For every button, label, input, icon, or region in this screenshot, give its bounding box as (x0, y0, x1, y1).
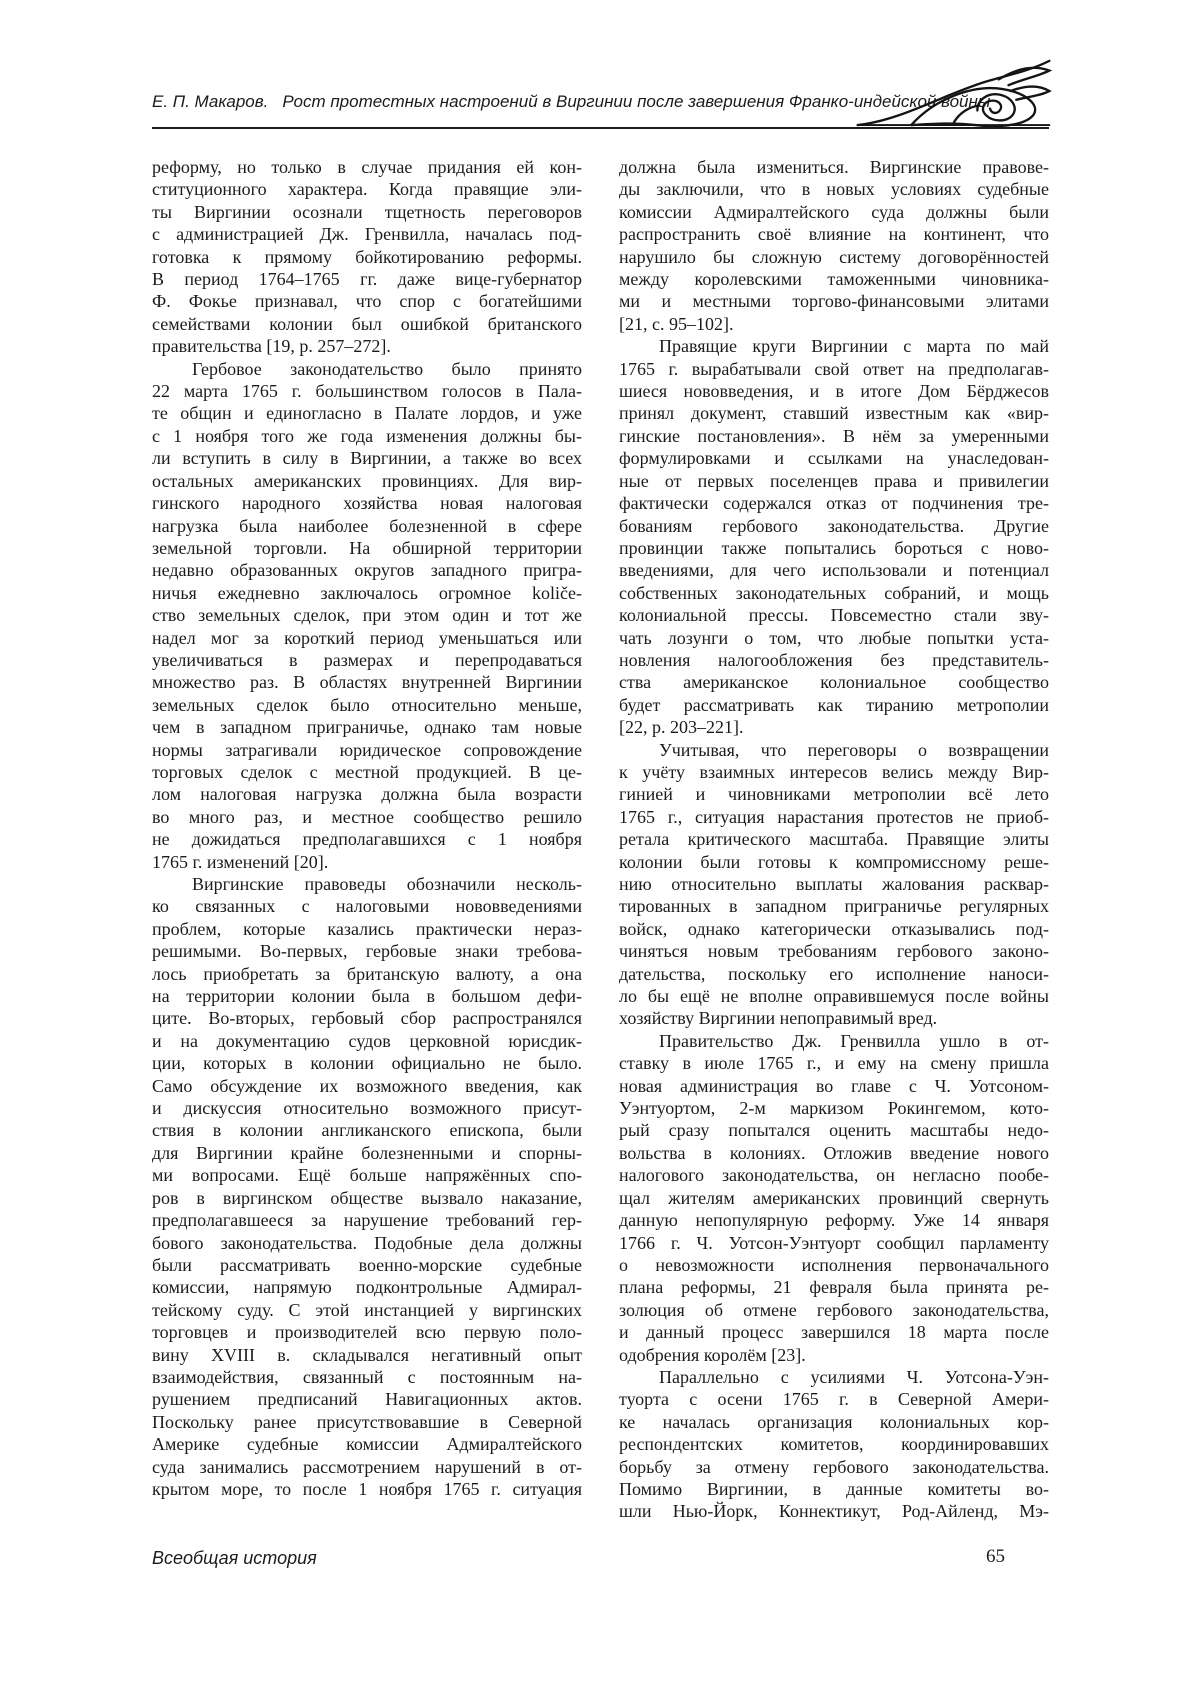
text-line: на территории колонии была в большом дефи- (152, 986, 582, 1007)
text-line: недавно образованных округов западного пригра- (152, 560, 582, 581)
text-line: ствия в колонии англиканского епископа, были (152, 1120, 582, 1141)
text-line: ции, которых в колонии официально не было. (152, 1053, 582, 1074)
text-line: семействами колонии был ошибкой британского (152, 313, 582, 334)
text-line: шли Нью-Йорк, Коннектикут, Род-Айленд, Мэ- (619, 1501, 1049, 1522)
text-line: гинские постановления». В нём за умеренными (619, 425, 1049, 446)
text-line: ды заключили, что в новых условиях судебные (619, 179, 1049, 200)
text-line: бованиям гербового законодательства. Другие (619, 515, 1049, 536)
text-line: провинции также попытались бороться с ново- (619, 537, 1049, 558)
text-line: вольства в колониях. Отложив введение нового (619, 1142, 1049, 1163)
paragraph (152, 156, 582, 358)
text-line: множество раз. В областях внутренней Виргинии (152, 672, 582, 693)
text-line: лом налоговая нагрузка должна была возрасти (152, 784, 582, 805)
text-line: плана реформы, 21 февраля была принята ре- (619, 1277, 1049, 1298)
text-line: торговых сделок с местной продукцией. В це- (152, 761, 582, 782)
text-line: комиссии, напрямую подконтрольные Адмирал- (152, 1277, 582, 1298)
text-line: данную непопулярную реформу. Уже 14 января (619, 1210, 1049, 1231)
text-line: гинией и чиновниками метрополии всё лето (619, 784, 1049, 805)
text-line: собственных законодательных собраний, и мощь (619, 582, 1049, 603)
paragraph (619, 1366, 1049, 1523)
text-line: ко связанных с налоговыми нововведениями (152, 896, 582, 917)
text-line: решимыми. Во-первых, гербовые знаки требова- (152, 941, 582, 962)
text-line: новая администрация во главе с Ч. Уотсоном- (619, 1075, 1049, 1096)
text-line: Америке судебные комиссии Адмиралтейского (152, 1434, 582, 1455)
text-line: Уэнтуортом, 2-м маркизом Рокингемом, кото- (619, 1098, 1049, 1119)
paragraph (619, 739, 1049, 1030)
text-line: нию относительно выплаты жалования расквар- (619, 874, 1049, 894)
text-line: между королевскими таможенными чиновника- (619, 269, 1049, 290)
text-line: предполагавшееся за нарушение требований гер- (152, 1210, 582, 1231)
text-line: нарушило бы сложную систему договорённостей (619, 246, 1049, 267)
text-line: ства американское колониальное сообщество (619, 672, 1049, 693)
text-line: Правящие круги Виргинии с марта по май (659, 336, 1049, 357)
text-line: туорта с осени 1765 г. в Северной Амери- (619, 1389, 1049, 1410)
text-line: вину XVIII в. складывался негативный опыт (152, 1344, 582, 1365)
text-line: с 1 ноября того же года изменения должны бы- (152, 425, 582, 446)
article-body (152, 156, 1049, 1523)
text-line: не дожидаться предполагавшихся с 1 ноября (152, 829, 582, 850)
text-line: торговцев и производителей всю первую поло- (152, 1322, 582, 1343)
text-line: щал жителям американских провинций свернуть (619, 1187, 1049, 1208)
text-line: распространить своё влияние на континент, что (619, 224, 1049, 245)
text-line: ты Виргинии осознали тщетность переговоров (152, 201, 582, 222)
text-line: были рассматривать военно-морские судебные (152, 1254, 582, 1275)
text-line: ло бы ещё не вполне оправившемуся после войны (619, 986, 1049, 1007)
paragraph (152, 873, 582, 1500)
running-head-title: Рост протестных настроений в Виргинии после завершения Франко-индейской войны (282, 92, 991, 111)
text-line: Параллельно с усилиями Ч. Уотсона-Уэн- (659, 1366, 1049, 1387)
paragraph (619, 156, 1049, 335)
paragraph (619, 1030, 1049, 1366)
text-line: ми вопросами. Ещё больше напряжённых спо- (152, 1165, 582, 1186)
text-line: 1765 г., ситуация нарастания протестов не приоб- (619, 806, 1049, 827)
text-line: ство земельных сделок, при этом один и тот же (152, 605, 582, 626)
text-line: введениями, для чего использовали и потенциал (619, 560, 1049, 581)
text-line: формулировками и ссылками на унаследован- (619, 448, 1049, 469)
text-line: ми и местными торгово-финансовыми элитами (619, 291, 1049, 312)
text-line: тейскому суду. С этой инстанцией у виргинских (152, 1299, 582, 1320)
text-line: Само обсуждение их возможного введения, как (152, 1075, 582, 1096)
text-line: рушением предписаний Навигационных актов. (152, 1389, 582, 1410)
text-line: для Виргинии крайне болезненными и спорны- (152, 1142, 582, 1163)
text-line: ставку в июле 1765 г., и ему на смену пришла (619, 1053, 1049, 1074)
text-line: дательства, поскольку его исполнение наноси- (619, 963, 1049, 984)
text-line: и на документацию судов церковной юрисдик- (152, 1030, 582, 1051)
footer-section-title: Всеобщая история (152, 1548, 317, 1568)
text-line: Виргинские правоведы обозначили несколь- (192, 874, 582, 894)
text-line: хозяйству Виргинии непоправимый вред. (619, 1008, 938, 1029)
text-line: борьбу за отмену гербового законодательства. (619, 1456, 1049, 1477)
floral-flourish-icon (856, 56, 1052, 128)
text-line: бового законодательства. Подобные дела должны (152, 1232, 582, 1253)
text-line: проблем, которые казались практически нераз- (152, 918, 582, 939)
text-line: 1765 г. изменений [20]. (152, 851, 329, 872)
text-line: к учёту взаимных интересов велись между Вир- (619, 761, 1049, 782)
text-line: одобрения королём [23]. (619, 1344, 806, 1365)
text-line: колониальной прессы. Повсеместно стали зву- (619, 605, 1049, 626)
text-line: золюция об отмене гербового законодательства, (619, 1299, 1049, 1320)
text-line: В период 1764–1765 гг. даже вице-губернатор (152, 269, 582, 290)
text-line: с администрацией Дж. Гренвилла, началась под- (152, 224, 582, 245)
header-rule (152, 127, 1049, 129)
text-line: 1765 г. вырабатывали свой ответ на предполагав- (619, 358, 1049, 379)
text-line: Поскольку ранее присутствовавшие в Северной (152, 1411, 582, 1432)
text-line: новления налогообложения без представитель- (619, 649, 1049, 670)
text-line: ке началась организация колониальных кор- (619, 1411, 1049, 1432)
text-line: ците. Во-вторых, гербовый сбор распространялся (152, 1008, 582, 1029)
text-line: колонии были готовы к компромиссному реше- (619, 851, 1049, 872)
text-line: остальных американских провинциях. Для вир- (152, 470, 582, 491)
text-line: фактически содержался отказ от подчинения тре- (619, 493, 1049, 514)
text-line: ничья ежедневно заключалось огромное količе- (152, 582, 582, 603)
text-line: респондентских комитетов, координировавших (619, 1434, 1049, 1455)
text-line: надел мог за короткий период уменьшаться или (152, 627, 582, 648)
text-line: реформу, но только в случае придания ей кон- (152, 157, 582, 177)
text-line: налогового законодательства, он негласно пообе- (619, 1165, 1049, 1186)
text-line: земельной торговли. На обширной территории (152, 537, 582, 558)
paragraph (152, 358, 582, 873)
text-line: Помимо Виргинии, в данные комитеты во- (619, 1478, 1049, 1499)
text-line: земельных сделок было относительно меньше, (152, 694, 582, 715)
text-line: чать лозунги о том, что любые попытки уста- (619, 627, 1049, 648)
text-line: ституционного характера. Когда правящие эли- (152, 179, 582, 200)
text-line: принял документ, ставший известным как «вир- (619, 403, 1049, 424)
text-line: ров в виргинском обществе вызвало наказание, (152, 1187, 582, 1208)
column-left (152, 156, 582, 1523)
text-line: рый сразу попытался оценить масштабы недо- (619, 1120, 1049, 1141)
column-right (619, 156, 1049, 1523)
text-line: войск, однако категорически отказывались под- (619, 918, 1049, 939)
text-line: нагрузка была наиболее болезненной в сфере (152, 515, 582, 536)
text-line: чиняться новым требованиям гербового законо- (619, 941, 1049, 962)
text-line: Правительство Дж. Гренвилла ушло в от- (659, 1030, 1049, 1051)
text-line: тированных в западном приграничье регулярных (619, 896, 1049, 917)
text-line: те общин и единогласно в Палате лордов, и уже (152, 403, 582, 424)
text-line: суда занимались рассмотрением нарушений в от- (152, 1456, 582, 1477)
text-line: и дискуссия относительно возможного присут- (152, 1098, 582, 1119)
text-line: о невозможности исполнения первоначального (619, 1254, 1049, 1275)
text-line: будет рассматривать как тиранию метрополии (619, 694, 1049, 715)
text-line: ные от первых поселенцев права и привилегии (619, 470, 1049, 491)
page-number: 65 (986, 1546, 1005, 1567)
text-line: 22 марта 1765 г. большинством голосов в Пала- (152, 381, 582, 402)
text-line: лось приобретать за британскую валюту, а она (152, 963, 582, 984)
text-line: [21, с. 95–102]. (619, 313, 734, 334)
text-line: правительства [19, p. 257–272]. (152, 336, 391, 357)
text-line: [22, p. 203–221]. (619, 717, 744, 738)
text-line: комиссии Адмиралтейского суда должны были (619, 201, 1049, 222)
text-line: увеличиваться в размерах и перепродаваться (152, 649, 582, 670)
text-line: Учитывая, что переговоры о возвращении (659, 739, 1049, 760)
text-line: шиеся нововведения, и в итоге Дом Бёрджесов (619, 381, 1049, 402)
paragraph (619, 335, 1049, 738)
text-line: должна была измениться. Виргинские правове- (619, 157, 1049, 177)
text-line: ли вступить в силу в Виргинии, а также во всех (152, 448, 582, 469)
text-line: во много раз, и местное сообщество решило (152, 806, 582, 827)
text-line: крытом море, то после 1 ноября 1765 г. ситуация (152, 1478, 582, 1499)
text-line: Ф. Фокье признавал, что спор с богатейшими (152, 291, 582, 312)
text-line: взаимодействия, связанный с постоянным на- (152, 1366, 582, 1387)
text-line: гинского народного хозяйства новая налоговая (152, 493, 582, 514)
text-line: и данный процесс завершился 18 марта после (619, 1322, 1049, 1343)
text-line: чем в западном приграничье, однако там новые (152, 717, 582, 738)
text-line: нормы затрагивали юридическое сопровождение (152, 739, 582, 760)
running-head-author: Е. П. Макаров. (152, 92, 269, 111)
text-line: 1766 г. Ч. Уотсон-Уэнтуорт сообщил парламенту (619, 1232, 1049, 1253)
text-line: готовка к прямому бойкотированию реформы. (152, 246, 582, 267)
text-line: Гербовое законодательство было принято (192, 358, 582, 379)
text-line: ретала критического масштаба. Правящие элиты (619, 829, 1049, 850)
